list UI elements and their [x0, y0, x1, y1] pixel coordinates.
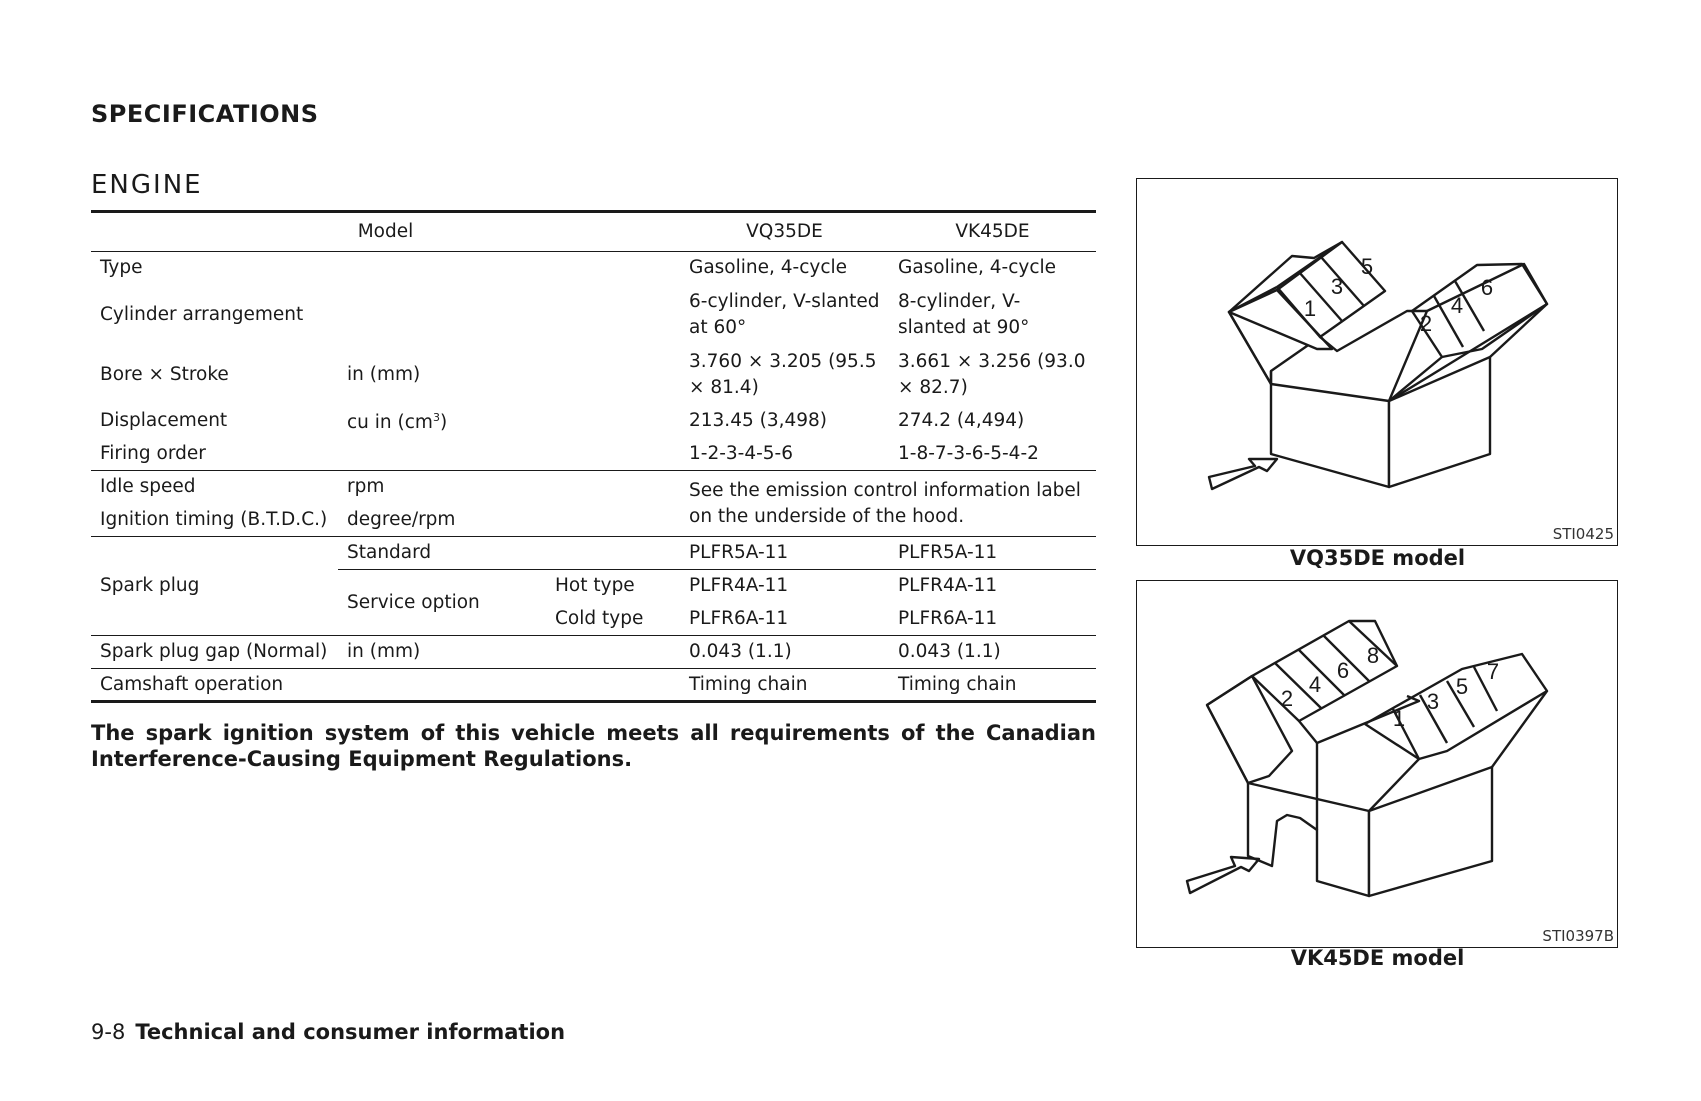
row-label: Cylinder arrangement [100, 303, 304, 325]
v6-engine-illustration [1137, 179, 1617, 545]
cylinder-number: 8 [1366, 643, 1380, 668]
cell-vq35de: 6-cylinder, V-slanted at 60° [689, 290, 880, 338]
cell-vq35de: 0.043 (1.1) [680, 636, 889, 669]
figure-caption: VK45DE model [1290, 946, 1465, 970]
row-label: Firing order [91, 438, 338, 471]
cell-vk45de: PLFR4A-11 [898, 575, 998, 597]
table-row [91, 636, 1096, 669]
cell-vk45de: 0.043 (1.1) [889, 636, 1096, 669]
table-row [91, 537, 1096, 570]
table-row [91, 405, 1096, 438]
cell-vq35de: PLFR6A-11 [680, 603, 889, 636]
vk45de-cylinder-diagram [1136, 580, 1618, 948]
spark-standard-label: Standard [338, 537, 680, 570]
cylinder-number: 4 [1450, 293, 1464, 318]
cell-vk45de: 1-8-7-3-6-5-4-2 [889, 438, 1096, 471]
v8-engine-illustration [1137, 581, 1617, 947]
cylinder-number: 6 [1336, 658, 1350, 683]
cell-vk45de: 3.661 × 3.256 (93.0 × 82.7) [898, 350, 1086, 398]
cylinder-number: 6 [1480, 275, 1494, 300]
row-unit: cu in $(cm^3)$ [347, 411, 448, 434]
table-row [91, 471, 1096, 504]
spark-cold-label: Cold type [546, 603, 680, 636]
canadian-regulation-notice: The spark ignition system of this vehicle meets all requirements of the Canadian Interference-Causing Equipment Regulations. [91, 721, 1096, 771]
section-title: SPECIFICATIONS [91, 100, 319, 128]
table-row [91, 669, 1096, 702]
page-footer [91, 1020, 565, 1044]
cylinder-number: 5 [1360, 254, 1374, 279]
cell-vk45de: PLFR6A-11 [889, 603, 1096, 636]
table-row [91, 285, 1096, 345]
cell-vq35de: PLFR4A-11 [689, 575, 789, 597]
row-label: Bore × Stroke [100, 363, 229, 385]
row-label: Ignition timing (B.T.D.C.) [91, 504, 338, 537]
spark-hot-label: Hot type [555, 575, 635, 597]
subsection-title: ENGINE [91, 170, 203, 200]
vq35de-cylinder-diagram [1136, 178, 1618, 546]
engine-spec-table [91, 210, 1096, 703]
cylinder-number: 5 [1455, 674, 1469, 699]
row-unit: degree/rpm [338, 504, 680, 537]
figure-code: STI0425 [1552, 525, 1614, 543]
table-row [91, 438, 1096, 471]
row-label: Idle speed [100, 476, 196, 498]
cylinder-number: 1 [1392, 706, 1406, 731]
cell-vk45de: 274.2 (4,494) [898, 410, 1025, 431]
cell-vq35de: 213.45 (3,498) [689, 410, 828, 431]
cell-vk45de: 8-cylinder, V-slanted at 90° [898, 290, 1030, 338]
table-row [91, 345, 1096, 405]
figure-caption: VQ35DE model [1289, 546, 1466, 570]
cylinder-number: 7 [1486, 659, 1500, 684]
table-header-row [91, 212, 1096, 252]
header-vk45de: VK45DE [889, 212, 1096, 252]
table-row [91, 252, 1096, 285]
cylinder-number: 4 [1308, 672, 1322, 697]
cell-vk45de: Gasoline, 4-cycle [898, 257, 1057, 279]
cylinder-number: 3 [1330, 274, 1344, 299]
row-label: Spark plug [91, 537, 338, 636]
cell-vq35de: 1-2-3-4-5-6 [680, 438, 889, 471]
cylinder-number: 2 [1419, 311, 1433, 336]
cell-vq35de: 3.760 × 3.205 (95.5 × 81.4) [689, 350, 877, 398]
header-vq35de: VQ35DE [680, 212, 889, 252]
spark-service-label: Service option [338, 570, 546, 636]
cell-vk45de: PLFR5A-11 [889, 537, 1096, 570]
page-number: 9-8 [91, 1020, 126, 1044]
cell-vq35de: PLFR5A-11 [680, 537, 889, 570]
row-unit: rpm [347, 476, 385, 498]
header-model: Model [91, 212, 680, 252]
cylinder-number: 3 [1426, 689, 1440, 714]
cylinder-numbers [1281, 643, 1499, 731]
row-unit: in (mm) [338, 636, 680, 669]
emission-label-note: See the emission control information label on the underside of the hood. [680, 471, 1096, 537]
row-label: Camshaft operation [91, 669, 338, 702]
cell-vq35de: Gasoline, 4-cycle [689, 257, 848, 279]
row-unit: in (mm) [347, 363, 421, 385]
row-label: Type [100, 257, 143, 279]
figure-code: STI0397B [1542, 927, 1614, 945]
cylinder-number: 1 [1303, 296, 1317, 321]
cell-vk45de: Timing chain [889, 669, 1096, 702]
cell-vq35de: Timing chain [680, 669, 889, 702]
footer-section-name: Technical and consumer information [135, 1020, 566, 1044]
cylinder-number: 2 [1280, 686, 1294, 711]
row-label: Displacement [100, 410, 228, 431]
row-label: Spark plug gap (Normal) [91, 636, 338, 669]
